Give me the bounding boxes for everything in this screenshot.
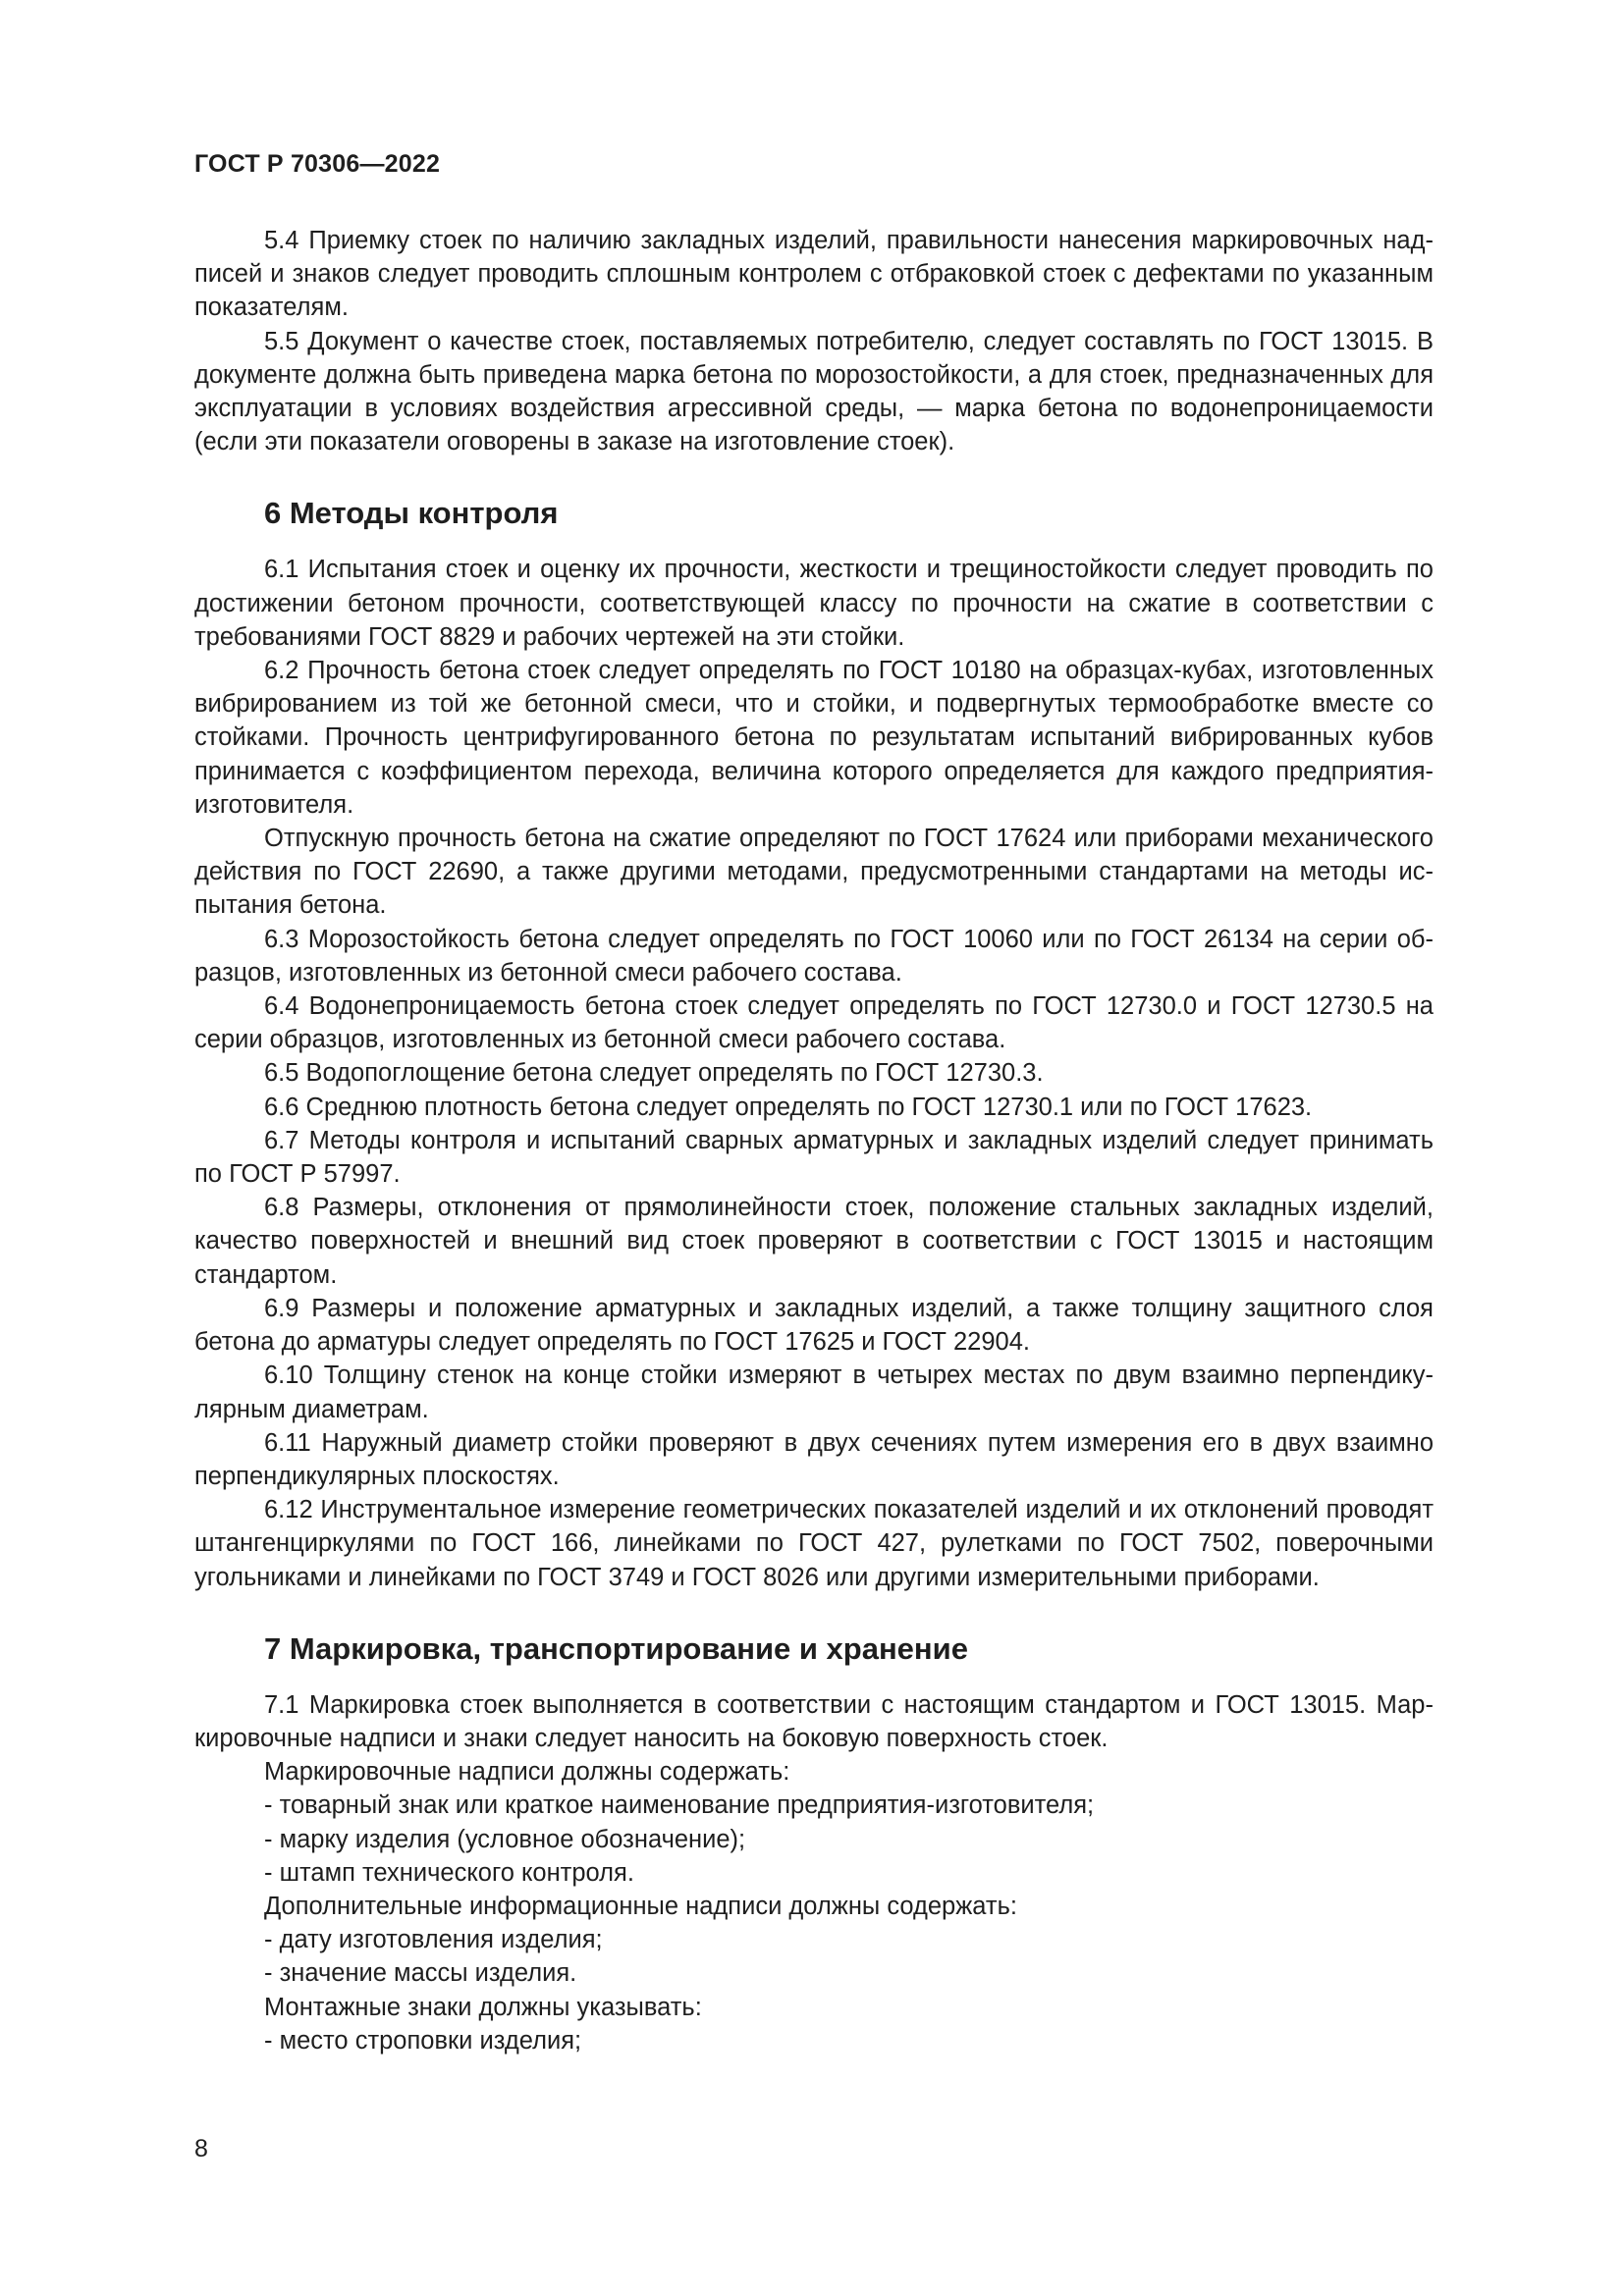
marking-intro-line: Маркировочные надписи должны содержать: (264, 1758, 790, 1787)
page-number: 8 (194, 2135, 208, 2163)
paragraph-5-5: 5.5 Документ о качестве стоек, поставляемых потребителю, следует составлять по ГОСТ 13015. В документе должна быть приведена марка бетона по морозостойкости, а для стоек, предназначенных для эксплуатации в условиях воздействия агрессивной среды, — марка бетона по водонепроницаемости (если эти показатели оговорены в заказе на изготовление стоек). (194, 327, 1434, 456)
paragraph-5-4: 5.4 Приемку стоек по наличию закладных изделий, правильности нанесения маркировочных надписей и знаков следует проводить сплошным контролем с отбраковкой стоек с дефектами по указанным показателям. (194, 227, 1434, 322)
additional-info-intro-line: Дополнительные информационные надписи должны содержать: (264, 1892, 1017, 1920)
mounting-signs-intro-line: Монтажные знаки должны указывать: (264, 1993, 702, 2021)
marking-list-item: - товарный знак или краткое наименование предприятия-изготовителя; (264, 1791, 1095, 1820)
paragraph-6-11: 6.11 Наружный диаметр стойки проверяют в двух сечениях путем измерения его в двух взаимно перпендикулярных плоскостях. (194, 1428, 1434, 1490)
paragraph-6-5: 6.5 Водопоглощение бетона следует определять по ГОСТ 12730.3. (264, 1059, 1044, 1088)
additional-info-list-item: - дату изготовления изделия; (264, 1926, 603, 1954)
paragraph-6-8: 6.8 Размеры, отклонения от прямолинейности стоек, положение стальных закладных изделий, качество поверхностей и внешний вид стоек проверяют в соответствии с ГОСТ 13015 и настоящим стандартом. (194, 1194, 1434, 1289)
paragraph-6-2-release-strength: Отпускную прочность бетона на сжатие определяют по ГОСТ 17624 или приборами механического действия по ГОСТ 22690, а также другими методами, предусмотренными стандартами на методы испытания бетона. (194, 825, 1434, 920)
marking-list-item: - штамп технического контроля. (264, 1858, 634, 1887)
paragraph-6-4: 6.4 Водонепроницаемость бетона стоек следует определять по ГОСТ 12730.0 и ГОСТ 12730.5 на серии образцов, изготовленных из бетонной смеси рабочего состава. (194, 992, 1434, 1054)
marking-list-item: - марку изделия (условное обозначение); (264, 1825, 746, 1853)
paragraph-6-12: 6.12 Инструментальное измерение геометрических показателей изделий и их отклонений проводят штангенциркулями по ГОСТ 166, линейками по ГОСТ 427, рулетками по ГОСТ 7502, поверочными угольниками и линейками по ГОСТ 3749 и ГОСТ 8026 или другими измерительными приборами. (194, 1496, 1434, 1591)
section-7-heading: 7 Маркировка, транспортирование и хранение (264, 1630, 968, 1666)
paragraph-6-3: 6.3 Морозостойкость бетона следует определять по ГОСТ 10060 или по ГОСТ 26134 на серии образцов, изготовленных из бетонной смеси рабочего состава. (194, 925, 1434, 987)
paragraph-6-1: 6.1 Испытания стоек и оценку их прочности, жесткости и трещиностойкости следует проводить по достижении бетоном прочности, соответствующей классу по прочности на сжатие в соответствии с требованиями ГОСТ 8829 и рабочих чертежей на эти стойки. (194, 556, 1434, 651)
mounting-signs-list-item: - место строповки изделия; (264, 2026, 582, 2055)
paragraph-6-6: 6.6 Среднюю плотность бетона следует определять по ГОСТ 12730.1 или по ГОСТ 17623. (264, 1093, 1313, 1121)
section-6-heading: 6 Методы контроля (264, 496, 559, 531)
paragraph-7-1: 7.1 Маркировка стоек выполняется в соответствии с настоящим стандартом и ГОСТ 13015. Маркировочные надписи и знаки следует наносить на боковую поверхность стоек. (194, 1690, 1434, 1752)
running-header: ГОСТ Р 70306—2022 (194, 150, 441, 178)
paragraph-6-7: 6.7 Методы контроля и испытаний сварных арматурных и закладных изделий следует принимать по ГОСТ Р 57997. (194, 1126, 1434, 1189)
paragraph-6-10: 6.10 Толщину стенок на конце стойки измеряют в четырех местах по двум взаимно перпендикулярным диаметрам. (194, 1362, 1434, 1423)
paragraph-6-9: 6.9 Размеры и положение арматурных и закладных изделий, а также толщину защитного слоя бетона до арматуры следует определять по ГОСТ 17625 и ГОСТ 22904. (194, 1294, 1434, 1357)
paragraph-6-2: 6.2 Прочность бетона стоек следует определять по ГОСТ 10180 на образцах-кубах, изготовленных вибрированием из той же бетонной смеси, что и стойки, и подвергнутых термообработке вместе со стойками. Прочность центрифугированного бетона по результатам испытаний вибрированных кубов принимается с коэффициентом перехода, величина которого определяется для каждого предприятия-изготовителя. (194, 657, 1434, 819)
page-body (194, 224, 1434, 2057)
additional-info-list-item: - значение массы изделия. (264, 1959, 577, 1988)
